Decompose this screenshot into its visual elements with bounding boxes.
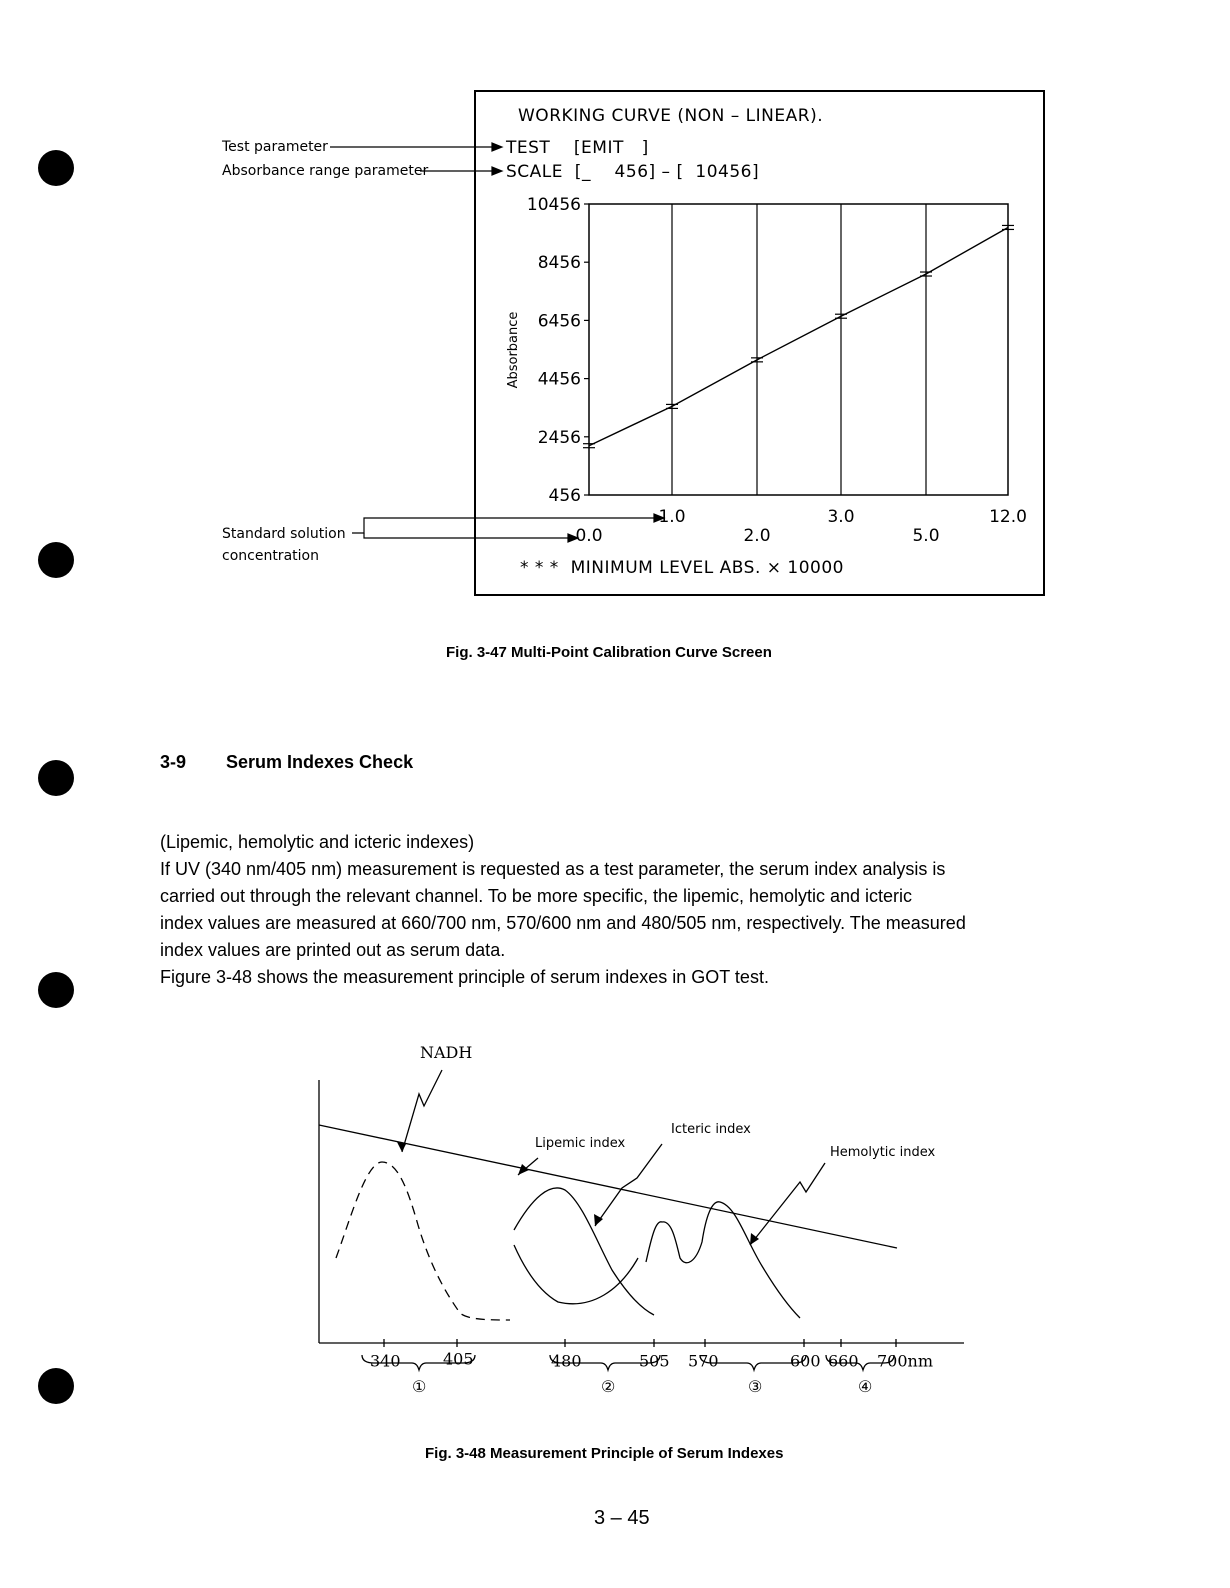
y-tick-label-10456: 10456 <box>526 195 581 215</box>
nadh-leader <box>402 1070 442 1152</box>
callout-test-parameter: Test parameter <box>222 139 328 155</box>
callout-std-solution: Standard solution <box>222 526 346 542</box>
label-nadh: NADH <box>420 1043 473 1062</box>
range-label-4: ④ <box>858 1377 873 1396</box>
screen-title: WORKING CURVE (NON – LINEAR). <box>518 106 824 126</box>
serum-index-diagram <box>300 1030 980 1410</box>
para-line-3: carried out through the relevant channel. To be more specific, the lipemic, hemolytic and icteric <box>160 886 913 906</box>
para-line-6: Figure 3-48 shows the measurement principle of serum indexes in GOT test. <box>160 967 769 987</box>
y-tick-label-6456: 6456 <box>537 311 581 332</box>
icteric-inner-curve <box>514 1245 638 1304</box>
tick-label-700nm: 700nm <box>877 1351 934 1371</box>
x-tick-upper-1.0: 1.0 <box>658 507 686 527</box>
label-hemolytic: Hemolytic index <box>830 1145 936 1160</box>
section-number: 3-9 <box>160 752 187 772</box>
x-tick-upper-12.0: 12.0 <box>989 507 1027 527</box>
x-tick-upper-3.0: 3.0 <box>827 507 855 527</box>
screen-test-line: TEST [EMIT ] <box>506 138 649 158</box>
y-tick-label-456: 456 <box>548 486 581 506</box>
tick-label-480: 480 <box>551 1351 582 1371</box>
working-curve-chart <box>474 90 1045 596</box>
section-paragraph <box>160 829 1120 991</box>
callout-concentration: concentration <box>222 548 319 564</box>
y-tick-label-2456: 2456 <box>537 427 581 448</box>
plot-frame <box>589 204 1008 495</box>
x-tick-lower-5.0: 5.0 <box>912 526 940 546</box>
lipemic-arrowhead <box>518 1164 529 1175</box>
x-tick-lower-2.0: 2.0 <box>743 526 771 546</box>
range-label-3: ③ <box>748 1377 763 1396</box>
hemolytic-curve <box>646 1202 800 1318</box>
screen-scale-line: SCALE [_ 456] – [ 10456] <box>506 162 760 182</box>
para-line-4: index values are measured at 660/700 nm, 570/600 nm and 480/505 nm, respectively. The measured <box>160 913 966 933</box>
icteric-leader <box>595 1144 662 1226</box>
range-label-1: ① <box>412 1377 427 1396</box>
tick-label-340: 340 <box>370 1351 401 1371</box>
working-curve-line <box>589 227 1008 445</box>
para-line-1: (Lipemic, hemolytic and icteric indexes) <box>160 832 475 852</box>
tick-label-405: 405 <box>443 1349 474 1369</box>
screen-footer: * * * MINIMUM LEVEL ABS. × 10000 <box>520 558 844 578</box>
hemolytic-leader <box>750 1163 825 1245</box>
nadh-curve <box>336 1162 510 1320</box>
tick-label-570: 570 <box>688 1351 719 1371</box>
page-number: 3 – 45 <box>594 1507 650 1529</box>
para-line-2: If UV (340 nm/405 nm) measurement is requested as a test parameter, the serum index analysis is <box>160 859 946 879</box>
y-tick-label-8456: 8456 <box>537 253 581 274</box>
para-line-5: index values are printed out as serum data. <box>160 940 506 960</box>
tick-label-660: 660 <box>828 1351 859 1371</box>
tick-label-600: 600 <box>790 1351 821 1371</box>
fig47-caption: Fig. 3-47 Multi-Point Calibration Curve Screen <box>446 644 772 661</box>
section-title: Serum Indexes Check <box>226 752 414 772</box>
x-tick-lower-0.0: 0.0 <box>575 526 603 546</box>
y-tick-label-4456: 4456 <box>537 369 581 390</box>
range-label-2: ② <box>601 1377 616 1396</box>
y-axis-title: Absorbance <box>506 311 521 389</box>
label-lipemic: Lipemic index <box>535 1136 626 1151</box>
label-icteric: Icteric index <box>671 1122 751 1137</box>
tick-label-505: 505 <box>639 1351 670 1371</box>
callout-absorbance-range: Absorbance range parameter <box>222 163 429 179</box>
fig48-caption: Fig. 3-48 Measurement Principle of Serum Indexes <box>425 1445 784 1462</box>
icteric-curve <box>514 1188 654 1315</box>
